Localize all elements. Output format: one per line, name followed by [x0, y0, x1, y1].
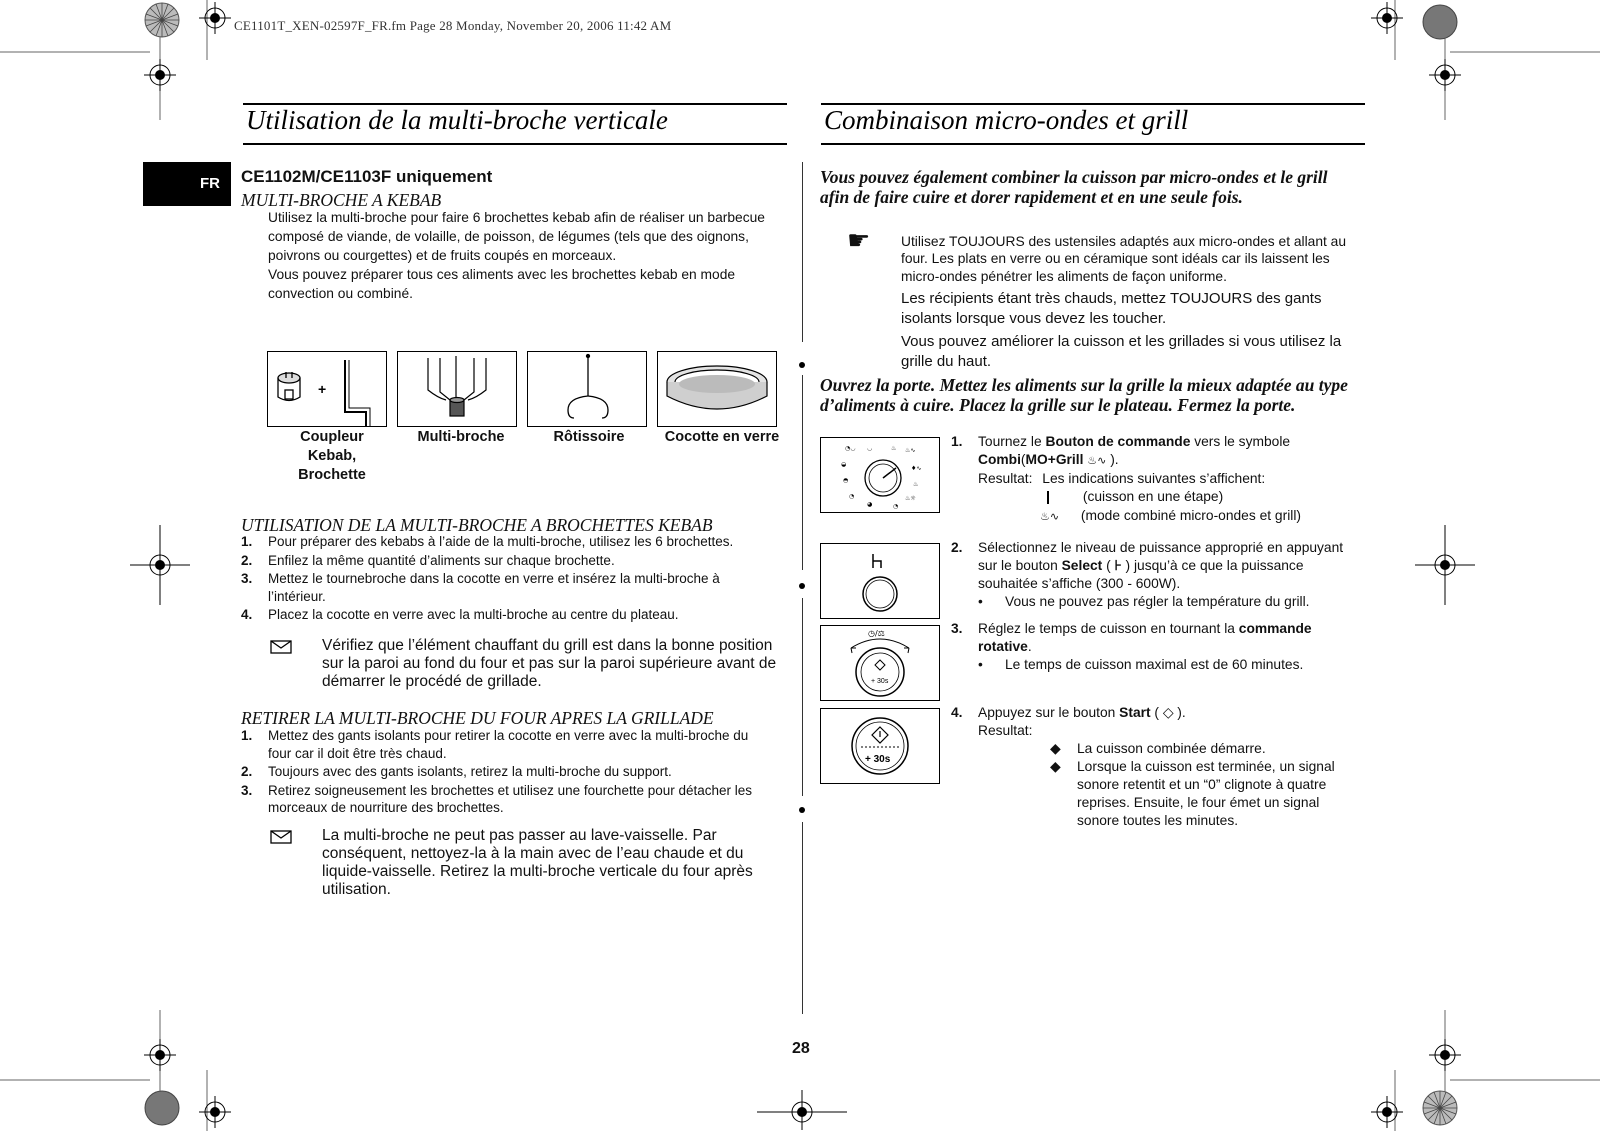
svg-text:◒: ◒	[841, 461, 847, 468]
column-divider	[802, 822, 803, 1014]
note-dishwasher: La multi-broche ne peut pas passer au lave-vaisselle. Par conséquent, nettoyez-la à la main avec de l’eau chaude et du liquide-vaisselle. Retirez la multi-broche verticale du four après utilisation.	[322, 827, 753, 898]
step4-text: 4. Appuyez sur le bouton Start ( ◇ ). Resultat:	[951, 705, 1186, 738]
right-title-rule-bottom	[821, 143, 1365, 145]
single-stage-icon	[1047, 491, 1049, 504]
indicator-combi-mode: ♨∿ (mode combiné micro-ondes et grill)	[1040, 508, 1301, 523]
list-item: 3. Retirez soigneusement les brochettes et utilisez une fourchette pour détacher les morceaux de nourriture des brochettes.	[241, 782, 753, 815]
accessory-image-glass-pot	[657, 351, 777, 427]
intro-line: convection ou combiné.	[268, 286, 413, 301]
left-section-title: Utilisation de la multi-broche verticale	[246, 105, 668, 135]
model-heading: CE1102M/CE1103F uniquement	[241, 167, 493, 186]
select-icon: ⊦	[1114, 558, 1122, 573]
note-grill-position: Vérifiez que l’élément chauffant du grill est dans la bonne position sur la paroi au fond du four et pas sur la paroi supérieure avant de démarrer le procédé de grillade.	[322, 637, 777, 690]
kebab-subheading: MULTI-BROCHE A KEBAB	[241, 190, 442, 210]
list-item: 1. Pour préparer des kebabs à l’aide de la multi-broche, utilisez les 6 brochettes.	[241, 534, 734, 549]
rotary-knob-panel	[820, 625, 940, 701]
svg-text:♨☼: ♨☼	[905, 495, 916, 502]
coupler-skewer-icon	[268, 352, 386, 426]
file-info-header: CE1101T_XEN-02597F_FR.fm Page 28 Monday, November 20, 2006 11:42 AM	[234, 18, 672, 33]
list-item: 4. Placez la cocotte en verre avec la multi-broche au centre du plateau.	[241, 607, 679, 622]
combi-grill-icon: ♨∿	[1040, 511, 1060, 523]
control-dial-panel	[820, 437, 940, 513]
kebab-intro	[268, 208, 798, 303]
select-button-icon	[821, 544, 939, 618]
step1-text: 1. Tournez le Bouton de commande vers le symbole Combi(MO+Grill ♨∿ ). Resultat: Les indications suivantes s’affichent:	[951, 434, 1291, 486]
accessory-image-rotisserie	[527, 351, 647, 427]
start-button-panel	[820, 708, 940, 784]
step4-results: ◆ La cuisson combinée démarre. ◆ Lorsque la cuisson est terminée, un signal sonore retentit et un “0” clignote à quatre reprises. Ensuite, le four émet un signal sonore toutes les minutes.	[1050, 741, 1335, 828]
list-item: 2. Enfilez la même quantité d’aliments sur chaque brochette.	[241, 552, 615, 568]
svg-text:◔: ◔	[893, 503, 899, 510]
svg-text:◓: ◓	[843, 477, 849, 484]
glass-pot-icon	[658, 352, 776, 426]
accessory-caption-rotisserie: Rôtissoire	[553, 429, 625, 445]
intro-line: poivrons ou courgettes) et de fruits coupés en morceaux.	[268, 248, 617, 263]
page-number: 28	[792, 1040, 810, 1057]
diamond-bullet-icon: ◆	[1050, 759, 1061, 774]
svg-text:◷/⚖: ◷/⚖	[868, 629, 885, 638]
rotisserie-icon	[528, 352, 646, 426]
indicator-single-stage: (cuisson en une étape)	[1047, 488, 1223, 506]
column-divider	[802, 375, 803, 570]
intro-line: Utilisez la multi-broche pour faire 6 brochettes kebab afin de réaliser un barbecue	[268, 210, 765, 225]
pointing-hand-icon: ☛	[847, 225, 871, 255]
svg-text:♦∿: ♦∿	[911, 465, 922, 472]
accessory-caption-coupler: Coupleur Kebab, Brochette	[298, 429, 366, 483]
svg-text:◕: ◕	[867, 501, 873, 508]
tip-utensils: Utilisez TOUJOURS des ustensiles adaptés aux micro-ondes et allant au four. Les plats en verre ou en céramique sont idéals car ils laissent les micro-ondes pénétrer les aliments de façon uniforme.	[901, 234, 1347, 284]
step2-text: 2. Sélectionnez le niveau de puissance approprié en appuyant sur le bouton Select ( ⊦ ) jusqu’à ce que la puissance souhaitée s’affiche (300 - 600W). • Vous ne pouvez pas régler la température du grill.	[951, 540, 1344, 609]
step3-text: 3. Réglez le temps de cuisson en tournant la commande rotative. • Le temps de cuisson maximal est de 60 minutes.	[951, 621, 1312, 672]
use-heading: UTILISATION DE LA MULTI-BROCHE A BROCHETTES KEBAB	[241, 515, 713, 535]
svg-text:♨∿: ♨∿	[905, 447, 916, 454]
tip-gloves: Les récipients étant très chauds, mettez TOUJOURS des gants isolants lorsque vous devez les toucher.	[901, 290, 1322, 327]
diamond-bullet-icon: ◆	[1050, 741, 1061, 756]
start-icon: ◇	[1162, 705, 1174, 720]
list-item: 3. Mettez le tournebroche dans la cocotte en verre et insérez la multi-broche à l’intérieur.	[241, 571, 720, 604]
svg-text:♨: ♨	[913, 481, 919, 488]
tip-grill-rack: Vous pouvez améliorer la cuisson et les grillades si vous utilisez la grille du haut.	[901, 333, 1342, 370]
svg-text:+: +	[318, 381, 327, 397]
remove-heading: RETIRER LA MULTI-BROCHE DU FOUR APRES LA GRILLADE	[241, 708, 714, 728]
language-tab	[143, 162, 231, 206]
use-steps-list	[241, 533, 801, 624]
intro-line: Vous pouvez préparer tous ces aliments avec les brochettes kebab en mode	[268, 267, 736, 282]
control-dial-icon	[821, 438, 939, 512]
svg-text:◡: ◡	[867, 445, 873, 452]
combi-intro: Vous pouvez également combiner la cuisson par micro-ondes et le grill afin de faire cuire et dorer rapidement et en une seule fois.	[820, 167, 1328, 207]
start-button-icon	[821, 709, 939, 783]
accessory-image-coupler	[267, 351, 387, 427]
language-tab-label: FR	[200, 175, 220, 192]
divider-dot	[799, 362, 805, 368]
right-section-title: Combinaison micro-ondes et grill	[824, 105, 1189, 135]
svg-text:+ 30s: + 30s	[871, 678, 889, 685]
combi-grill-icon: ♨∿	[1087, 455, 1107, 467]
svg-text:+ 30s: + 30s	[865, 754, 891, 765]
accessory-caption-glass-pot: Cocotte en verre	[664, 429, 780, 445]
list-item: 2. Toujours avec des gants isolants, retirez la multi-broche du support.	[241, 764, 672, 779]
rotary-knob-icon	[821, 626, 939, 700]
open-door-instructions: Ouvrez la porte. Mettez les aliments sur la grille la mieux adaptée au type d’aliments à cuire. Placez la grille sur le plateau. Fermez la porte.	[820, 375, 1348, 415]
note-icon	[270, 830, 292, 844]
column-divider	[802, 162, 803, 342]
select-button-panel	[820, 543, 940, 619]
accessory-caption-multi-skewer: Multi-broche	[417, 429, 505, 445]
intro-line: composé de viande, de volaille, de poisson, de légumes (tels que des oignons,	[268, 229, 749, 244]
note-icon	[270, 640, 292, 654]
list-item: 1. Mettez des gants isolants pour retirer la cocotte en verre avec la multi-broche du four car il doit être très chaud.	[241, 728, 749, 761]
accessory-image-multi-skewer	[397, 351, 517, 427]
svg-text:♨: ♨	[891, 445, 897, 452]
svg-text:◔: ◔	[849, 493, 855, 500]
remove-steps-list	[241, 727, 801, 817]
column-divider	[802, 598, 803, 796]
svg-text:◔◡: ◔◡	[845, 445, 856, 452]
left-title-rule-bottom	[243, 143, 787, 145]
multi-skewer-icon	[398, 352, 516, 426]
